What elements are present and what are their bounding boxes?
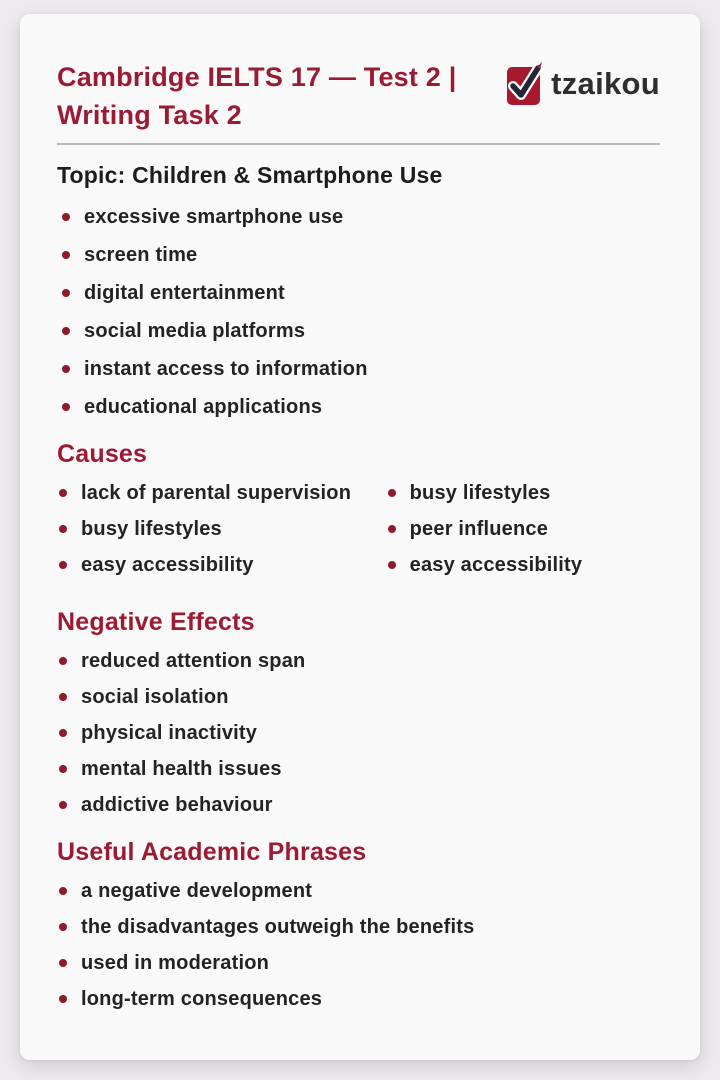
list-item-label: a negative development [81, 880, 313, 902]
list-item [57, 648, 660, 674]
bullet-dot-icon [62, 365, 70, 373]
useful-phrases-list [57, 878, 660, 1012]
list-item [386, 516, 660, 542]
page-title-line2: Writing Task 2 [57, 100, 242, 130]
section-useful-phrases [57, 836, 660, 1012]
bullet-dot-icon [59, 923, 67, 931]
section-heading-causes: Causes [57, 440, 148, 468]
list-item [57, 516, 386, 542]
section-negative-effects [57, 606, 660, 818]
list-item-label: educational applications [84, 396, 323, 418]
causes-left-list [57, 480, 386, 588]
list-item-label: social isolation [81, 686, 229, 708]
list-item-label: instant access to information [84, 358, 368, 380]
topic-list [57, 204, 660, 420]
bullet-dot-icon [59, 959, 67, 967]
bullet-dot-icon [59, 525, 67, 533]
list-item-label: physical inactivity [81, 722, 258, 744]
section-heading-negative-effects: Negative Effects [57, 608, 255, 636]
list-item [57, 986, 660, 1012]
bullet-dot-icon [62, 289, 70, 297]
bullet-dot-icon [388, 561, 396, 569]
bullet-dot-icon [62, 213, 70, 221]
list-item [57, 318, 660, 344]
bullet-dot-icon [62, 251, 70, 259]
causes-right-list [386, 480, 660, 588]
bullet-dot-icon [59, 765, 67, 773]
list-item [57, 914, 660, 940]
list-item-label: social media platforms [84, 320, 306, 342]
list-item-label: used in moderation [81, 952, 270, 974]
list-item [386, 480, 660, 506]
list-item-label: easy accessibility [409, 554, 583, 576]
causes-columns [57, 470, 660, 588]
bullet-dot-icon [62, 327, 70, 335]
section-causes [57, 438, 660, 588]
list-item [57, 204, 660, 230]
notes-card [20, 14, 700, 1060]
list-item [57, 242, 660, 268]
bullet-dot-icon [59, 995, 67, 1003]
bullet-dot-icon [59, 561, 67, 569]
bullet-dot-icon [59, 693, 67, 701]
bullet-dot-icon [388, 489, 396, 497]
list-item-label: mental health issues [81, 758, 282, 780]
list-item-label: reduced attention span [81, 650, 306, 672]
list-item [57, 394, 660, 420]
brand-name: tzaikou [551, 65, 660, 101]
list-item-label: screen time [84, 244, 198, 266]
list-item [386, 552, 660, 578]
bullet-dot-icon [62, 403, 70, 411]
list-item-label: long-term consequences [81, 988, 323, 1010]
list-item [57, 480, 386, 506]
list-item-label: easy accessibility [81, 554, 254, 576]
page-title-line1: Cambridge IELTS 17 — Test 2 | [57, 62, 457, 92]
list-item-label: busy lifestyles [409, 482, 551, 504]
bullet-dot-icon [59, 801, 67, 809]
list-item-label: the disadvantages outweigh the benefits [81, 916, 475, 938]
page-title [57, 58, 456, 134]
list-item-label: excessive smartphone use [84, 206, 344, 228]
negative-effects-list [57, 648, 660, 818]
section-heading-useful-phrases: Useful Academic Phrases [57, 838, 367, 866]
list-item-label: digital entertainment [84, 282, 285, 304]
brand-logo [504, 58, 660, 108]
list-item [57, 950, 660, 976]
bullet-dot-icon [59, 729, 67, 737]
list-item-label: lack of parental supervision [81, 482, 352, 504]
topic-heading: Topic: Children & Smartphone Use [57, 162, 443, 188]
bullet-dot-icon [59, 657, 67, 665]
list-item [57, 356, 660, 382]
bullet-dot-icon [59, 489, 67, 497]
list-item-label: addictive behaviour [81, 794, 273, 816]
list-item-label: busy lifestyles [81, 518, 222, 540]
bullet-dot-icon [59, 887, 67, 895]
header-divider [57, 143, 660, 145]
list-item [57, 552, 386, 578]
list-item [57, 792, 660, 818]
list-item [57, 756, 660, 782]
list-item [57, 280, 660, 306]
checkmark-icon [504, 58, 544, 108]
list-item [57, 878, 660, 904]
list-item-label: peer influence [409, 518, 549, 540]
list-item [57, 684, 660, 710]
bullet-dot-icon [388, 525, 396, 533]
header [57, 58, 660, 134]
list-item [57, 720, 660, 746]
